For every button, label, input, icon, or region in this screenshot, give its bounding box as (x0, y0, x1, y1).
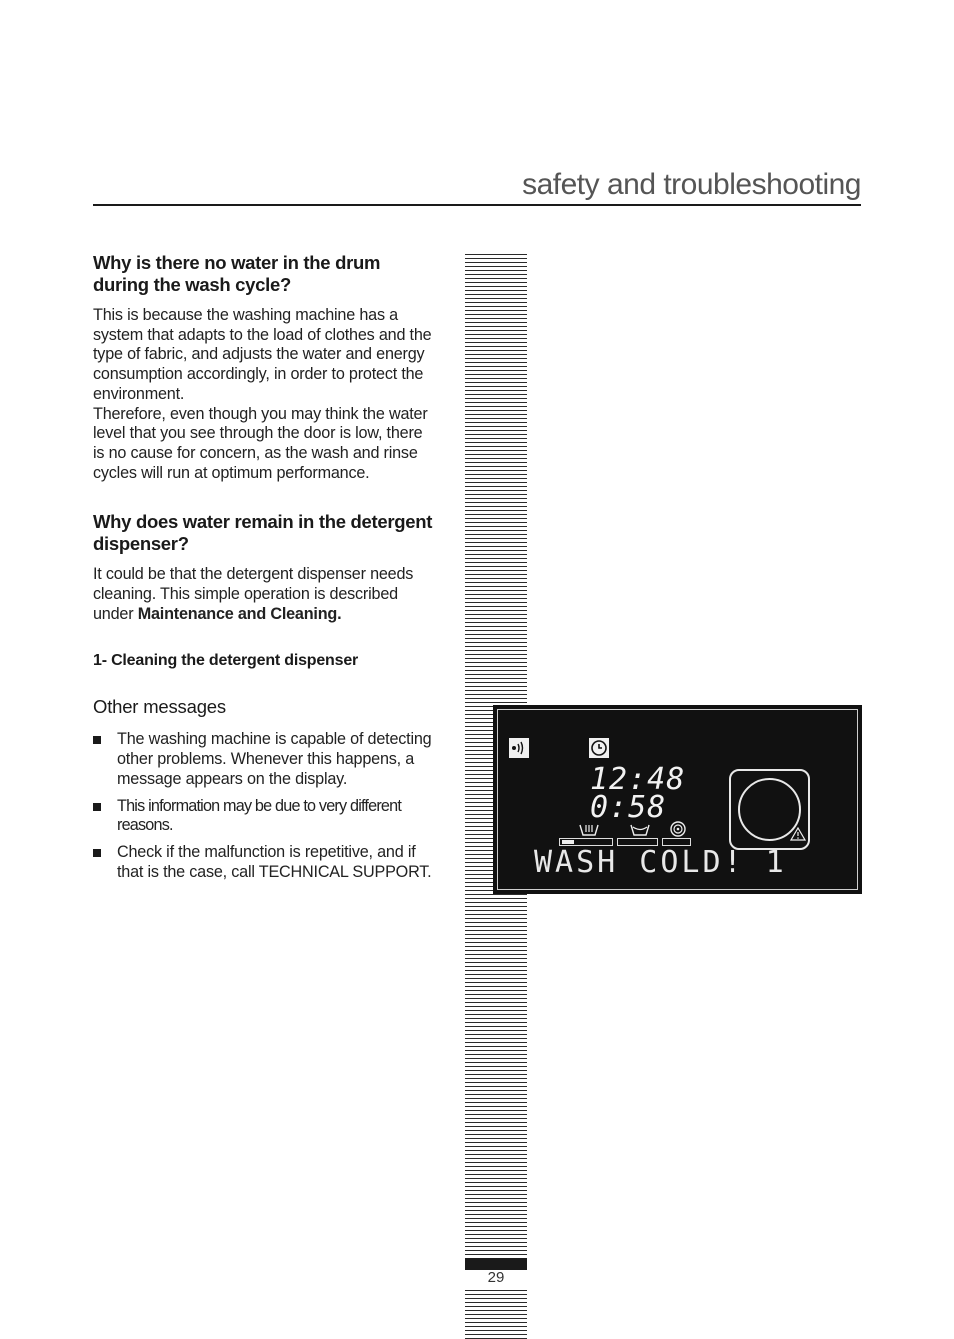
remote-signal-icon (509, 738, 529, 758)
list-item-text: Check if the malfunction is repetitive, and if that is the case, call TECHNICAL SUPPORT. (117, 842, 432, 881)
clock-icon (589, 738, 609, 758)
list-item (93, 730, 433, 789)
remaining-time: 0:58 (590, 790, 667, 825)
section-1-title: Why is there no water in the drum during the wash cycle? (93, 252, 381, 295)
display-frame (497, 709, 858, 890)
section-1-paragraph-1: This is because the washing machine has a system that adapts to the load of clothes and the type of fabric, and adjusts the water and energy consumption accordingly, in order to protect the environment. (93, 306, 432, 403)
other-messages-title: Other messages (93, 696, 226, 718)
page-header-title: safety and troubleshooting (522, 168, 861, 201)
bullet-square-icon (93, 849, 101, 857)
list-item (93, 843, 433, 882)
section-2-subheading: 1- Cleaning the detergent dispenser (93, 652, 359, 670)
section-2-body-text: It could be that the detergent dispenser needs cleaning. This simple operation is described under (93, 565, 414, 623)
progress-fill (562, 840, 574, 844)
page-number: 29 (465, 1270, 527, 1288)
washing-machine-display (493, 705, 862, 894)
list-item-text: This information may be due to very different reasons. (117, 796, 402, 835)
header-rule (93, 204, 861, 206)
bullet-square-icon (93, 736, 101, 744)
section-1-paragraph-2: Therefore, even though you may think the water level that you see through the door is low, there is no cause for concern, as the wash and rinse cycles will run at optimum performance. (93, 404, 428, 482)
clock-time: 12:48 (590, 762, 686, 797)
maintenance-reference: Maintenance and Cleaning. (137, 604, 342, 623)
section-2-body (93, 565, 433, 624)
warning-icon (790, 827, 806, 846)
section-2-title: Why does water remain in the detergent dispenser? (93, 511, 433, 555)
spin-icon (669, 820, 687, 840)
bullet-square-icon (93, 803, 101, 811)
other-messages-list (93, 730, 433, 882)
drum-icon (729, 769, 810, 850)
list-item (93, 797, 433, 836)
wash-icon (578, 823, 600, 839)
list-item-text: The washing machine is capable of detecting other problems. Whenever this happens, a message appears on the display. (117, 730, 432, 788)
display-message: WASH COLD! 1 (534, 845, 787, 880)
rinse-icon (629, 823, 651, 839)
main-content (93, 252, 433, 889)
